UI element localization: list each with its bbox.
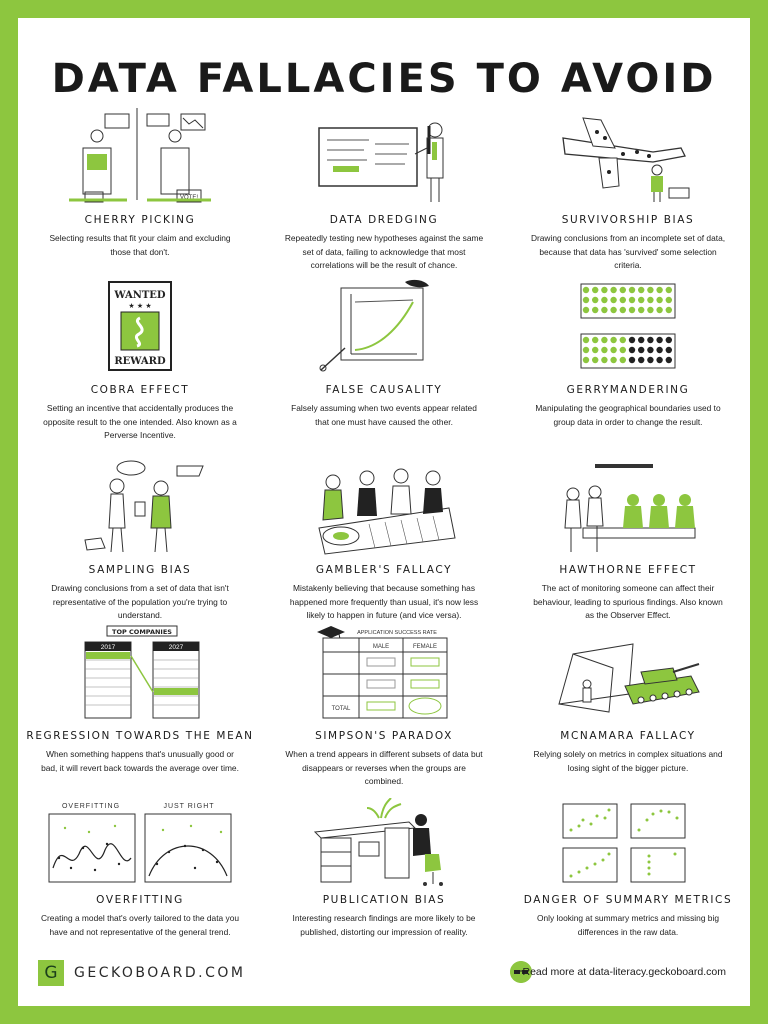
- voter-dot: [601, 347, 607, 353]
- wanted-label: WANTED: [114, 290, 166, 301]
- voter-dot: [656, 287, 662, 293]
- voter-dot: [601, 307, 607, 313]
- voter-dot: [666, 287, 672, 293]
- fallacy-card-publication-bias: [262, 798, 506, 939]
- voter-dot: [647, 337, 653, 343]
- voter-dot: [620, 357, 626, 363]
- vote-sign-label: VOTE!: [180, 195, 199, 201]
- fallacy-description: Only looking at summary metrics and missing big differences in the raw data.: [537, 913, 719, 937]
- fallacy-card-regression-towards-the-mean: [18, 624, 262, 775]
- female-header: FEMALE: [412, 644, 438, 650]
- scatter-plots-icon: [553, 798, 703, 888]
- fallacy-name: GAMBLER'S FALLACY: [315, 564, 453, 576]
- total-row-label: TOTAL: [331, 706, 351, 712]
- read-more-link[interactable]: Read more at data-literacy.geckoboard.com: [522, 966, 726, 978]
- voter-dot: [610, 307, 616, 313]
- voter-dot: [583, 297, 589, 303]
- voter-dot: [592, 357, 598, 363]
- fallacy-name: SURVIVORSHIP BIAS: [561, 214, 695, 226]
- poster-page: [18, 18, 750, 1006]
- fallacy-description: Manipulating the geographical boundaries used to group data in order to change the result.: [535, 403, 721, 427]
- survey-people-icon: [65, 458, 215, 558]
- voter-dot: [656, 357, 662, 363]
- fallacy-description: When something happens that's unusually good or bad, it will revert back towards the average over time.: [41, 749, 239, 773]
- top-companies-label: TOP COMPANIES: [112, 628, 172, 636]
- voter-dot: [647, 287, 653, 293]
- fallacy-name: CHERRY PICKING: [84, 214, 196, 226]
- voter-dot: [638, 357, 644, 363]
- fallacy-card-gerrymandering: [506, 278, 750, 429]
- voter-dot: [647, 357, 653, 363]
- fallacy-description: When a trend appears in different subsets of data but disappears or reverses when the groups are combined.: [285, 749, 483, 786]
- debate-podiums-icon: [65, 108, 215, 208]
- voter-dot: [656, 337, 662, 343]
- voter-dot: [638, 297, 644, 303]
- dot-grid-icon: [553, 278, 703, 378]
- voter-dot: [666, 307, 672, 313]
- voter-dot: [620, 287, 626, 293]
- voter-dot: [592, 297, 598, 303]
- voter-dot: [620, 337, 626, 343]
- fallacy-description: Creating a model that's overly tailored to the data you have and not representative of the general trend.: [40, 913, 240, 937]
- fallacy-card-survivorship-bias: [506, 108, 750, 273]
- fallacy-description: Interesting research findings are more likely to be published, distorting our impression of reality.: [292, 913, 476, 937]
- voter-dot: [583, 287, 589, 293]
- fallacy-name: SIMPSON'S PARADOX: [315, 730, 453, 742]
- fallacy-card-false-causality: [262, 278, 506, 429]
- fallacy-card-data-dredging: [262, 108, 506, 273]
- fallacy-card-hawthorne-effect: [506, 458, 750, 623]
- roulette-table-icon: [309, 458, 459, 558]
- fallacy-description: Drawing conclusions from a set of data that isn't representative of the population you're trying to understand.: [51, 583, 229, 620]
- voter-dot: [647, 297, 653, 303]
- fallacy-name: MCNAMARA FALLACY: [560, 730, 696, 742]
- ranking-table-icon: [65, 624, 215, 724]
- fallacy-card-sampling-bias: [18, 458, 262, 623]
- voter-dot: [629, 287, 635, 293]
- voter-dot: [638, 307, 644, 313]
- fallacy-card-simpsons-paradox: [262, 624, 506, 789]
- voter-dot: [638, 287, 644, 293]
- fallacy-description: Falsely assuming when two events appear related that one must have caused the other.: [291, 403, 477, 427]
- fallacy-card-danger-of-summary-metrics: [506, 798, 750, 939]
- voter-dot: [583, 307, 589, 313]
- voter-dot: [592, 287, 598, 293]
- voter-dot: [647, 307, 653, 313]
- just-right-label: JUST RIGHT: [163, 803, 215, 810]
- voter-dot: [620, 307, 626, 313]
- voter-dot: [620, 347, 626, 353]
- voter-dot: [592, 307, 598, 313]
- voter-dot: [629, 357, 635, 363]
- fallacy-description: Selecting results that fit your claim and excluding those that don't.: [49, 233, 231, 257]
- voter-dot: [629, 347, 635, 353]
- voter-dot: [610, 287, 616, 293]
- fallacy-name: REGRESSION TOWARDS THE MEAN: [26, 730, 254, 742]
- fallacy-description: Relying solely on metrics in complex situations and losing sight of the bigger picture.: [533, 749, 723, 773]
- fallacy-grid: [18, 108, 750, 948]
- fallacy-name: DATA DREDGING: [329, 214, 439, 226]
- voter-dot: [620, 297, 626, 303]
- desk-researcher-icon: [309, 798, 459, 888]
- brand-name[interactable]: GECKOBOARD.COM: [74, 965, 246, 981]
- fallacy-description: Repeatedly testing new hypotheses against the same set of data, failing to acknowledge that most correlations will be the result of chance.: [284, 233, 484, 270]
- overfitting-label: OVERFITTING: [61, 803, 121, 810]
- voter-dot: [583, 337, 589, 343]
- voter-dot: [629, 307, 635, 313]
- voter-dot: [601, 297, 607, 303]
- voter-dot: [583, 347, 589, 353]
- voter-dot: [592, 337, 598, 343]
- fallacy-name: PUBLICATION BIAS: [322, 894, 446, 906]
- voter-dot: [601, 357, 607, 363]
- voter-dot: [666, 297, 672, 303]
- fallacy-card-cobra-effect: [18, 278, 262, 443]
- success-rate-table-icon: [309, 624, 459, 724]
- fallacy-name: COBRA EFFECT: [90, 384, 190, 396]
- svg-text:★ ★ ★: ★ ★ ★: [128, 302, 152, 310]
- fallacy-name: HAWTHORNE EFFECT: [559, 564, 697, 576]
- page-title: DATA FALLACIES TO AVOID: [51, 56, 717, 102]
- voter-dot: [666, 337, 672, 343]
- fallacy-card-overfitting: [18, 798, 262, 939]
- fallacy-card-cherry-picking: [18, 108, 262, 259]
- fallacy-name: GERRYMANDERING: [566, 384, 690, 396]
- fallacy-name: DANGER OF SUMMARY METRICS: [523, 894, 733, 906]
- voter-dot: [638, 337, 644, 343]
- whiteboard-scientist-icon: [309, 108, 459, 208]
- voter-dot: [656, 307, 662, 313]
- voter-dot: [601, 287, 607, 293]
- voter-dot: [592, 347, 598, 353]
- year-right-label: 2027: [168, 644, 184, 651]
- fallacy-description: The act of monitoring someone can affect their behaviour, leading to spurious findings. Also known as the Observer Effect.: [533, 583, 723, 620]
- fallacy-description: Mistakenly believing that because something has happened more frequently than usual, it's now less likely to happen in future (and vice versa).: [289, 583, 479, 620]
- curve-fit-icon: [45, 798, 235, 888]
- voter-dot: [656, 347, 662, 353]
- geckoboard-logo[interactable]: G: [38, 960, 64, 986]
- voter-dot: [610, 297, 616, 303]
- factory-workers-icon: [553, 458, 703, 558]
- fallacy-name: FALSE CAUSALITY: [325, 384, 443, 396]
- fallacy-name: SAMPLING BIAS: [88, 564, 192, 576]
- voter-dot: [656, 297, 662, 303]
- voter-dot: [629, 337, 635, 343]
- reward-label: REWARD: [114, 356, 166, 367]
- voter-dot: [647, 347, 653, 353]
- voter-dot: [666, 347, 672, 353]
- fallacy-name: OVERFITTING: [96, 894, 184, 906]
- voter-dot: [610, 337, 616, 343]
- voter-dot: [638, 347, 644, 353]
- fallacy-card-mcnamara-fallacy: [506, 624, 750, 775]
- footer: [18, 960, 750, 990]
- success-rate-label: APPLICATION SUCCESS RATE: [357, 630, 437, 636]
- wanted-poster-icon: [65, 278, 215, 378]
- voter-dot: [610, 347, 616, 353]
- fallacy-description: Drawing conclusions from an incomplete set of data, because that data has 'survived' some selection criteria.: [530, 233, 726, 270]
- voter-dot: [610, 357, 616, 363]
- voter-dot: [583, 357, 589, 363]
- tank-icon: [553, 624, 703, 724]
- voter-dot: [601, 337, 607, 343]
- year-left-label: 2017: [100, 644, 116, 651]
- correlation-graph-icon: [309, 278, 459, 378]
- voter-dot: [666, 357, 672, 363]
- warplane-icon: [553, 108, 703, 208]
- fallacy-card-gamblers-fallacy: [262, 458, 506, 623]
- male-header: MALE: [372, 644, 390, 650]
- voter-dot: [629, 297, 635, 303]
- fallacy-description: Setting an incentive that accidentally produces the opposite result to the one intended. Also known as a Perverse Incentive.: [43, 403, 237, 440]
